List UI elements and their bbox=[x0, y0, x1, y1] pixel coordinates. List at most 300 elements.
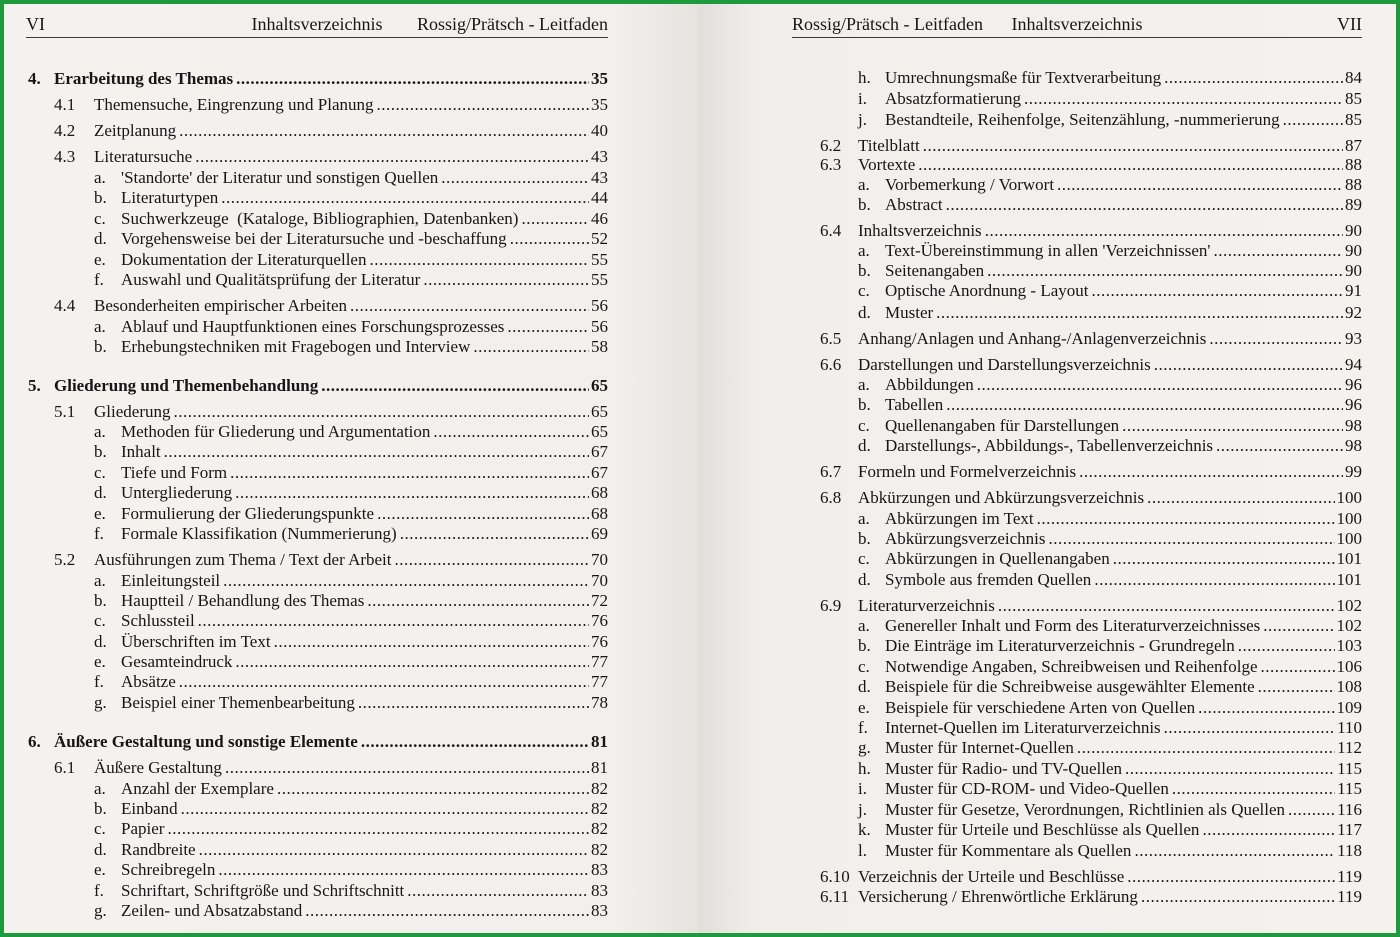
toc-entry-number: i. bbox=[858, 89, 867, 108]
toc-entry-title: Formeln und Formelverzeichnis bbox=[858, 462, 1077, 481]
toc-entry-sub bbox=[858, 841, 1362, 861]
toc-entry-title: Gliederung und Themenbehandlung bbox=[54, 376, 319, 395]
toc-dot-leader bbox=[1263, 616, 1334, 636]
toc-entry-page: 65 bbox=[591, 402, 608, 421]
toc-dot-leader bbox=[1125, 759, 1335, 779]
toc-entry-title: Ausführungen zum Thema / Text der Arbeit bbox=[94, 550, 392, 569]
toc-entry-section bbox=[820, 488, 1362, 508]
toc-entry-number: a. bbox=[94, 317, 106, 336]
toc-entry-number: 5. bbox=[28, 376, 41, 395]
toc-entry-title: Einleitungsteil bbox=[121, 571, 221, 590]
toc-entry-page: 56 bbox=[591, 296, 608, 315]
toc-entry-number: a. bbox=[858, 375, 870, 394]
toc-entry-page: 88 bbox=[1345, 175, 1362, 194]
toc-entry-number: i. bbox=[858, 779, 867, 798]
toc-entry-sub bbox=[858, 549, 1362, 569]
toc-entry-title: Schlussteil bbox=[121, 611, 195, 630]
toc-entry-title: Absatzformatierung bbox=[885, 89, 1021, 108]
toc-entry-page: 35 bbox=[591, 95, 608, 114]
toc-entry-page: 102 bbox=[1336, 596, 1362, 615]
toc-dot-leader bbox=[1057, 175, 1343, 195]
toc-entry-number: a. bbox=[94, 422, 106, 441]
toc-entry-number: 4.2 bbox=[54, 121, 76, 140]
toc-dot-leader bbox=[1172, 779, 1335, 799]
toc-entry-sub bbox=[94, 250, 608, 270]
toc-entry-title: Randbreite bbox=[121, 840, 196, 859]
toc-dot-leader bbox=[218, 860, 589, 880]
toc-dot-leader bbox=[1258, 677, 1335, 697]
toc-entry-number: 4.4 bbox=[54, 296, 76, 315]
toc-entry-title: Beispiele für verschiedene Arten von Quellen bbox=[885, 698, 1196, 717]
toc-dot-leader bbox=[1122, 416, 1343, 436]
toc-dot-leader bbox=[1261, 657, 1335, 677]
toc-entry-title: Abkürzungen im Text bbox=[885, 509, 1034, 528]
toc-entry-number: d. bbox=[94, 483, 107, 502]
toc-entry-page: 40 bbox=[591, 121, 608, 140]
toc-entry-sub bbox=[858, 718, 1362, 738]
toc-entry-number: l. bbox=[858, 841, 867, 860]
toc-entry-title: Abbildungen bbox=[885, 375, 974, 394]
toc-entry-title: Literaturtypen bbox=[121, 188, 219, 207]
toc-entry-title: Überschriften im Text bbox=[121, 632, 271, 651]
toc-entry-page: 70 bbox=[591, 571, 608, 590]
toc-entry-sub bbox=[858, 509, 1362, 529]
toc-entry-page: 67 bbox=[591, 463, 608, 482]
toc-entry-number: 6.1 bbox=[54, 758, 76, 777]
toc-entry-number: e. bbox=[858, 698, 870, 717]
toc-entry-number: c. bbox=[858, 657, 870, 676]
toc-entry-title: Text-Übereinstimmung in allen 'Verzeichnissen' bbox=[885, 241, 1211, 260]
toc-dot-leader bbox=[1037, 509, 1335, 529]
toc-entry-sub bbox=[858, 820, 1362, 840]
toc-entry-number: f. bbox=[858, 718, 868, 737]
toc-entry-page: 103 bbox=[1336, 636, 1362, 655]
toc-dot-leader bbox=[1216, 436, 1343, 456]
toc-dot-leader bbox=[1077, 738, 1335, 758]
toc-entry-number: f. bbox=[94, 672, 104, 691]
toc-entry-sub bbox=[858, 175, 1362, 195]
toc-dot-leader bbox=[433, 422, 589, 442]
toc-dot-leader bbox=[1079, 462, 1343, 482]
toc-entry-section bbox=[54, 402, 608, 422]
toc-entry-number: h. bbox=[858, 759, 871, 778]
header-title: Inhaltsverzeichnis bbox=[1011, 14, 1143, 34]
toc-entry-number: 6.2 bbox=[820, 136, 842, 155]
toc-entry-page: 43 bbox=[591, 147, 608, 166]
toc-entry-sub bbox=[858, 241, 1362, 261]
toc-entry-page: 93 bbox=[1345, 329, 1362, 348]
toc-entry-page: 84 bbox=[1345, 68, 1362, 87]
toc-entry-sub bbox=[858, 570, 1362, 590]
toc-entry-number: d. bbox=[858, 570, 871, 589]
toc-entry-title: Gliederung bbox=[94, 402, 171, 421]
toc-entry-title: Formale Klassifikation (Nummerierung) bbox=[121, 524, 397, 543]
toc-dot-leader bbox=[277, 779, 589, 799]
toc-entry-page: 109 bbox=[1336, 698, 1362, 717]
toc-entry-page: 77 bbox=[591, 672, 608, 691]
toc-entry-number: a. bbox=[858, 175, 870, 194]
toc-entry-sub bbox=[94, 188, 608, 208]
toc-dot-leader bbox=[946, 195, 1343, 215]
toc-entry-sub bbox=[858, 759, 1362, 779]
toc-entry-page: 100 bbox=[1336, 509, 1362, 528]
toc-entry-number: f. bbox=[94, 524, 104, 543]
toc-entry-page: 88 bbox=[1345, 155, 1362, 174]
toc-entry-section bbox=[54, 95, 608, 115]
toc-entry-sub bbox=[858, 416, 1362, 436]
toc-entry-title: Vorgehensweise bei der Literatursuche und -beschaffung bbox=[121, 229, 507, 248]
toc-entry-number: 4. bbox=[28, 69, 41, 88]
toc-entry-page: 92 bbox=[1345, 303, 1362, 322]
toc-dot-leader bbox=[395, 550, 590, 570]
toc-dot-leader bbox=[1113, 549, 1335, 569]
toc-entry-number: g. bbox=[94, 693, 107, 712]
toc-entry-section bbox=[820, 596, 1362, 616]
toc-entry-page: 101 bbox=[1336, 549, 1362, 568]
toc-entry-title: Symbole aus fremden Quellen bbox=[885, 570, 1092, 589]
toc-entry-section bbox=[54, 121, 608, 141]
toc-entry-number: 5.1 bbox=[54, 402, 76, 421]
toc-entry-number: e. bbox=[94, 504, 106, 523]
toc-entry-title: Tabellen bbox=[885, 395, 944, 414]
toc-entry-page: 116 bbox=[1337, 800, 1362, 819]
toc-entry-title: Darstellungen und Darstellungsverzeichnis bbox=[858, 355, 1151, 374]
toc-dot-leader bbox=[985, 221, 1343, 241]
toc-entry-page: 85 bbox=[1345, 110, 1362, 129]
toc-entry-number: e. bbox=[94, 250, 106, 269]
toc-dot-leader bbox=[1154, 355, 1343, 375]
toc-entry-number: b. bbox=[858, 636, 871, 655]
toc-dot-leader bbox=[235, 652, 589, 672]
toc-entry-title: Beispiel einer Themenbearbeitung bbox=[121, 693, 355, 712]
toc-entry-title: Optische Anordnung - Layout bbox=[885, 281, 1089, 300]
toc-entry-number: a. bbox=[858, 509, 870, 528]
toc-entry-number: b. bbox=[858, 529, 871, 548]
toc-entry-sub bbox=[94, 860, 608, 880]
toc-entry-title: Erarbeitung des Themas bbox=[54, 69, 234, 88]
toc-dot-leader bbox=[274, 632, 589, 652]
toc-entry-chapter bbox=[28, 69, 608, 89]
toc-dot-leader bbox=[510, 229, 589, 249]
toc-entry-page: 112 bbox=[1337, 738, 1362, 757]
toc-entry-sub bbox=[94, 632, 608, 652]
toc-entry-title: Vorbemerkung / Vorwort bbox=[885, 175, 1055, 194]
toc-entry-page: 117 bbox=[1337, 820, 1362, 839]
toc-entry-number: 6.6 bbox=[820, 355, 842, 374]
toc-entry-number: b. bbox=[94, 337, 107, 356]
toc-entry-title: Abkürzungsverzeichnis bbox=[885, 529, 1046, 548]
toc-entry-title: Abkürzungen in Quellenangaben bbox=[885, 549, 1110, 568]
toc-entry-title: Äußere Gestaltung und sonstige Elemente bbox=[54, 732, 358, 751]
toc-entry-title: Internet-Quellen im Literaturverzeichnis bbox=[885, 718, 1161, 737]
toc-entry-page: 83 bbox=[591, 901, 608, 920]
toc-entry-number: k. bbox=[858, 820, 871, 839]
toc-dot-leader bbox=[164, 442, 589, 462]
toc-entry-number: 4.1 bbox=[54, 95, 76, 114]
header-book: Rossig/Prätsch - Leitfaden bbox=[792, 14, 983, 34]
toc-entry-number: b. bbox=[94, 799, 107, 818]
toc-entry-page: 90 bbox=[1345, 261, 1362, 280]
toc-entry-page: 65 bbox=[591, 422, 608, 441]
toc-entry-number: g. bbox=[858, 738, 871, 757]
toc-entry-title: Inhaltsverzeichnis bbox=[858, 221, 982, 240]
toc-dot-leader bbox=[507, 317, 589, 337]
toc-entry-title: Formulierung der Gliederungspunkte bbox=[121, 504, 375, 523]
toc-dot-leader bbox=[173, 402, 589, 422]
toc-dot-leader bbox=[305, 901, 589, 921]
toc-entry-page: 81 bbox=[591, 758, 608, 777]
toc-entry-page: 118 bbox=[1337, 841, 1362, 860]
toc-entry-section bbox=[820, 355, 1362, 375]
toc-entry-title: Absätze bbox=[121, 672, 176, 691]
toc-dot-leader bbox=[377, 95, 590, 115]
toc-entry-sub bbox=[94, 463, 608, 483]
toc-entry-title: Ablauf und Hauptfunktionen eines Forschungsprozesses bbox=[121, 317, 505, 336]
toc-dot-leader bbox=[1134, 841, 1335, 861]
toc-entry-section bbox=[820, 329, 1362, 349]
toc-entry-number: f. bbox=[94, 881, 104, 900]
toc-entry-number: 6.5 bbox=[820, 329, 842, 348]
toc-entry-title: Methoden für Gliederung und Argumentation bbox=[121, 422, 431, 441]
toc-entry-page: 98 bbox=[1345, 436, 1362, 455]
toc-entry-page: 115 bbox=[1337, 779, 1362, 798]
toc-entry-title: Tiefe und Form bbox=[121, 463, 228, 482]
toc-entry-page: 70 bbox=[591, 550, 608, 569]
toc-entry-number: c. bbox=[94, 209, 106, 228]
toc-entry-page: 119 bbox=[1337, 867, 1362, 886]
toc-dot-leader bbox=[936, 303, 1343, 323]
toc-dot-leader bbox=[1209, 329, 1343, 349]
toc-entry-page: 101 bbox=[1336, 570, 1362, 589]
toc-dot-leader bbox=[1202, 820, 1335, 840]
toc-entry-page: 108 bbox=[1336, 677, 1362, 696]
toc-dot-leader bbox=[1127, 867, 1335, 887]
toc-entry-sub bbox=[94, 229, 608, 249]
toc-entry-section bbox=[820, 462, 1362, 482]
toc-entry-number: j. bbox=[858, 110, 867, 129]
toc-entry-title: Bestandteile, Reihenfolge, Seitenzählung, -nummerierung bbox=[885, 110, 1280, 129]
toc-entry-title: Muster für Kommentare als Quellen bbox=[885, 841, 1132, 860]
toc-dot-leader bbox=[195, 147, 589, 167]
toc-entry-sub bbox=[858, 677, 1362, 697]
page-header bbox=[26, 13, 608, 38]
toc-entry-sub bbox=[858, 68, 1362, 88]
toc-entry-sub bbox=[94, 317, 608, 337]
toc-dot-leader bbox=[1049, 529, 1335, 549]
toc-entry-page: 91 bbox=[1345, 281, 1362, 300]
toc-dot-leader bbox=[473, 337, 589, 357]
toc-entry-title: Muster für Urteile und Beschlüsse als Quellen bbox=[885, 820, 1200, 839]
toc-entry-sub bbox=[858, 698, 1362, 718]
toc-dot-leader bbox=[181, 799, 589, 819]
toc-dot-leader bbox=[225, 758, 589, 778]
toc-dot-leader bbox=[1147, 488, 1334, 508]
toc-entry-title: Quellenangaben für Darstellungen bbox=[885, 416, 1120, 435]
toc-entry-section bbox=[820, 887, 1362, 907]
book-spread bbox=[4, 4, 1396, 933]
toc-entry-number: c. bbox=[94, 611, 106, 630]
toc-entry-number: 6.4 bbox=[820, 221, 842, 240]
toc-entry-sub bbox=[858, 261, 1362, 281]
toc-dot-leader bbox=[998, 596, 1335, 616]
toc-entry-sub bbox=[94, 819, 608, 839]
toc-entry-sub bbox=[94, 422, 608, 442]
toc-entry-page: 67 bbox=[591, 442, 608, 461]
toc-entry-title: Untergliederung bbox=[121, 483, 233, 502]
toc-entry-sub bbox=[94, 337, 608, 357]
toc-entry-page: 72 bbox=[591, 591, 608, 610]
toc-entry-number: d. bbox=[858, 677, 871, 696]
toc-dot-leader bbox=[1198, 698, 1334, 718]
toc-entry-page: 106 bbox=[1336, 657, 1362, 676]
toc-dot-leader bbox=[1213, 241, 1343, 261]
toc-entry-sub bbox=[858, 636, 1362, 656]
toc-dot-leader bbox=[358, 693, 589, 713]
toc-entry-number: j. bbox=[858, 800, 867, 819]
toc-entry-sub bbox=[94, 799, 608, 819]
toc-entry-title: Abkürzungen und Abkürzungsverzeichnis bbox=[858, 488, 1145, 507]
toc-entry-page: 77 bbox=[591, 652, 608, 671]
left-page bbox=[4, 4, 698, 933]
toc-entry-number: c. bbox=[94, 463, 106, 482]
page-number: VI bbox=[26, 14, 45, 34]
toc-dot-leader bbox=[977, 375, 1343, 395]
toc-dot-leader bbox=[198, 611, 589, 631]
toc-entry-number: d. bbox=[94, 229, 107, 248]
toc-entry-page: 65 bbox=[591, 376, 608, 395]
toc-entry-number: b. bbox=[94, 591, 107, 610]
toc-entry-page: 96 bbox=[1345, 395, 1362, 414]
toc-entry-chapter bbox=[28, 376, 608, 396]
toc-dot-leader bbox=[221, 188, 589, 208]
toc-entry-title: Anhang/Anlagen und Anhang-/Anlagenverzeichnis bbox=[858, 329, 1207, 348]
toc-entry-page: 87 bbox=[1345, 136, 1362, 155]
toc-entry-number: e. bbox=[94, 652, 106, 671]
toc-entry-number: b. bbox=[858, 195, 871, 214]
toc-entry-page: 110 bbox=[1337, 718, 1362, 737]
toc-entry-title: Beispiele für die Schreibweise ausgewählter Elemente bbox=[885, 677, 1255, 696]
toc-entry-title: Zeilen- und Absatzabstand bbox=[121, 901, 303, 920]
toc-entry-number: b. bbox=[94, 442, 107, 461]
page-number: VII bbox=[1337, 14, 1362, 34]
toc-dot-leader bbox=[1092, 281, 1344, 301]
toc-entry-number: d. bbox=[94, 840, 107, 859]
toc-entry-number: a. bbox=[858, 241, 870, 260]
toc-dot-leader bbox=[423, 270, 589, 290]
toc-entry-number: d. bbox=[94, 632, 107, 651]
toc-entry-sub bbox=[94, 591, 608, 611]
toc-entry-title: Erhebungstechniken mit Fragebogen und Interview bbox=[121, 337, 471, 356]
toc-entry-title: Schreibregeln bbox=[121, 860, 216, 879]
toc-entry-page: 119 bbox=[1337, 887, 1362, 906]
toc-entry-sub bbox=[858, 395, 1362, 415]
toc-dot-leader bbox=[179, 672, 589, 692]
toc-entry-title: Notwendige Angaben, Schreibweisen und Reihenfolge bbox=[885, 657, 1258, 676]
toc-entry-page: 56 bbox=[591, 317, 608, 336]
toc-entry-page: 55 bbox=[591, 270, 608, 289]
right-page bbox=[698, 4, 1396, 933]
toc-dot-leader bbox=[367, 591, 589, 611]
toc-entry-title: Inhalt bbox=[121, 442, 161, 461]
toc-entry-title: Muster für Radio- und TV-Quellen bbox=[885, 759, 1123, 778]
toc-entry-page: 82 bbox=[591, 799, 608, 818]
toc-entry-number: 5.2 bbox=[54, 550, 76, 569]
toc-entry-page: 44 bbox=[591, 188, 608, 207]
toc-dot-leader bbox=[1164, 68, 1343, 88]
toc-entry-sub bbox=[94, 779, 608, 799]
toc-entry-page: 82 bbox=[591, 840, 608, 859]
toc-dot-leader bbox=[321, 376, 589, 396]
toc-entry-page: 100 bbox=[1336, 529, 1362, 548]
toc-dot-leader bbox=[361, 732, 589, 752]
toc-entry-section bbox=[820, 136, 1362, 156]
toc-entry-title: Suchwerkzeuge (Kataloge, Bibliographien, Datenbanken) bbox=[121, 209, 519, 228]
toc-entry-page: 90 bbox=[1345, 241, 1362, 260]
toc-dot-leader bbox=[1283, 110, 1343, 130]
toc-entry-title: Äußere Gestaltung bbox=[94, 758, 222, 777]
toc-entry-page: 76 bbox=[591, 632, 608, 651]
toc-entry-sub bbox=[94, 901, 608, 921]
toc-entry-number: g. bbox=[94, 901, 107, 920]
toc-dot-leader bbox=[918, 155, 1343, 175]
toc-entry-section bbox=[820, 867, 1362, 887]
toc-entry-number: b. bbox=[858, 261, 871, 280]
toc-dot-leader bbox=[1238, 636, 1335, 656]
toc-entry-number: a. bbox=[94, 571, 106, 590]
toc-dot-leader bbox=[167, 819, 589, 839]
toc-entry-page: 43 bbox=[591, 168, 608, 187]
toc-entry-page: 99 bbox=[1345, 462, 1362, 481]
toc-entry-number: 4.3 bbox=[54, 147, 76, 166]
toc-entry-sub bbox=[94, 652, 608, 672]
toc-entry-sub bbox=[94, 840, 608, 860]
toc-entry-number: e. bbox=[94, 860, 106, 879]
toc-entry-number: 6.9 bbox=[820, 596, 842, 615]
toc-entry-title: Genereller Inhalt und Form des Literaturverzeichnisses bbox=[885, 616, 1261, 635]
toc-entry-number: c. bbox=[858, 281, 870, 300]
toc-entry-title: Anzahl der Exemplare bbox=[121, 779, 274, 798]
toc-entry-sub bbox=[94, 483, 608, 503]
toc-entry-section bbox=[54, 296, 608, 316]
toc-entry-title: Hauptteil / Behandlung des Themas bbox=[121, 591, 365, 610]
toc-entry-page: 76 bbox=[591, 611, 608, 630]
toc-entry-sub bbox=[94, 611, 608, 631]
toc-entry-page: 89 bbox=[1345, 195, 1362, 214]
toc-entry-section bbox=[54, 147, 608, 167]
toc-dot-leader bbox=[350, 296, 589, 316]
toc-entry-number: c. bbox=[858, 549, 870, 568]
toc-entry-sub bbox=[94, 672, 608, 692]
toc-entry-page: 85 bbox=[1345, 89, 1362, 108]
toc-entry-title: Muster für Gesetze, Verordnungen, Richtlinien als Quellen bbox=[885, 800, 1286, 819]
toc-entry-title: Abstract bbox=[885, 195, 943, 214]
toc-dot-leader bbox=[521, 209, 589, 229]
toc-entry-sub bbox=[858, 779, 1362, 799]
toc-entry-title: 'Standorte' der Literatur und sonstigen Quellen bbox=[121, 168, 439, 187]
toc-entry-sub bbox=[858, 800, 1362, 820]
toc-entry-sub bbox=[858, 616, 1362, 636]
toc-entry-section bbox=[820, 221, 1362, 241]
toc-entry-title: Vortexte bbox=[858, 155, 916, 174]
toc-entry-sub bbox=[858, 375, 1362, 395]
toc-entry-number: d. bbox=[858, 436, 871, 455]
toc-dot-leader bbox=[235, 483, 589, 503]
toc-entry-sub bbox=[858, 303, 1362, 323]
toc-entry-sub bbox=[94, 504, 608, 524]
toc-entry-number: 6.8 bbox=[820, 488, 842, 507]
toc-entry-sub bbox=[858, 89, 1362, 109]
toc-dot-leader bbox=[199, 840, 589, 860]
